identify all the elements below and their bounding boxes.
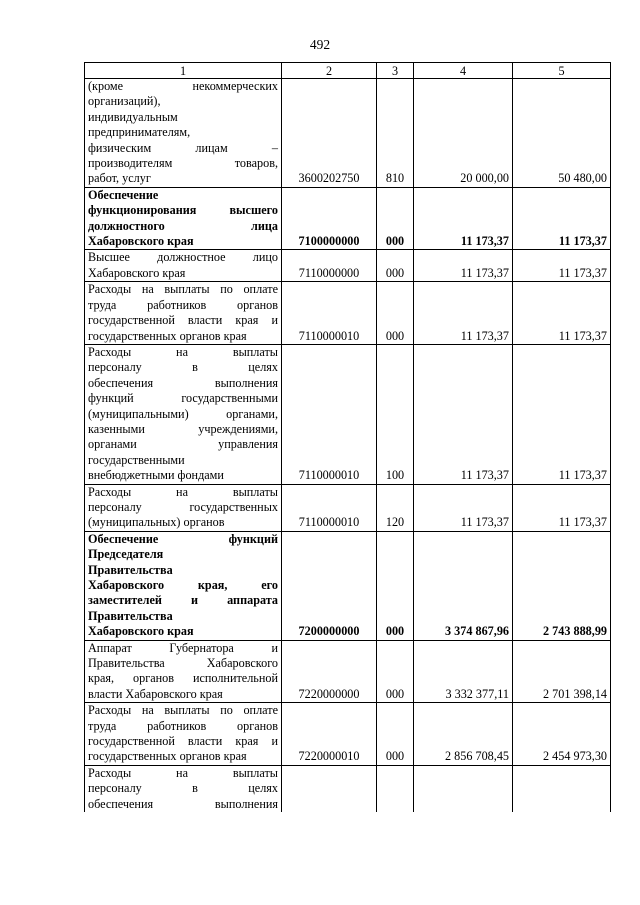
- expense-type-cell: 000: [377, 250, 414, 282]
- amount-year1-cell: 2 856 708,45: [414, 703, 513, 766]
- row-name-cell: [85, 703, 282, 766]
- expense-type-cell: 000: [377, 531, 414, 640]
- row-name-line: производителям товаров,: [88, 156, 278, 171]
- row-name-cell: [85, 531, 282, 640]
- row-name-line: государственной власти края и: [88, 734, 278, 749]
- row-name-line: труда работников органов: [88, 718, 278, 733]
- table-row: [85, 640, 611, 703]
- table-header-row: [85, 63, 611, 79]
- target-code-cell: 7200000000: [282, 531, 377, 640]
- expense-type-cell: [377, 765, 414, 812]
- target-code-cell: [282, 765, 377, 812]
- expense-type-cell: 000: [377, 703, 414, 766]
- table-row: [85, 282, 611, 345]
- row-name-line: Обеспечение функций: [88, 531, 278, 546]
- target-code-cell: 7110000010: [282, 344, 377, 484]
- expense-type-cell: 000: [377, 640, 414, 703]
- table-row: [85, 703, 611, 766]
- row-name-line: Обеспечение: [88, 187, 159, 202]
- row-name-line: края, органов исполнительной: [88, 671, 278, 686]
- row-name-line: Правительства: [88, 562, 173, 577]
- row-name-line: внебюджетными фондами: [88, 468, 224, 483]
- row-name-line: обеспечения выполнения: [88, 796, 278, 811]
- row-name-cell: [85, 282, 282, 345]
- column-header: 4: [414, 63, 513, 79]
- amount-year2-cell: 50 480,00: [513, 79, 611, 188]
- row-name-line: Хабаровского края: [88, 624, 194, 639]
- row-name-line: государственной власти края и: [88, 313, 278, 328]
- table-row: [85, 531, 611, 640]
- table-row: [85, 344, 611, 484]
- row-name-line: обеспечения выполнения: [88, 375, 278, 390]
- row-name-line: Хабаровского края: [88, 265, 186, 280]
- row-name-line: Высшее должностное лицо: [88, 250, 278, 265]
- row-name-line: работ, услуг: [88, 171, 151, 186]
- row-name-line: физическим лицам –: [88, 140, 278, 155]
- row-name-line: казенными учреждениями,: [88, 421, 278, 436]
- expense-type-cell: 120: [377, 484, 414, 531]
- amount-year2-cell: [513, 765, 611, 812]
- amount-year2-cell: 11 173,37: [513, 187, 611, 250]
- amount-year1-cell: 3 374 867,96: [414, 531, 513, 640]
- row-name-line: Хабаровского края: [88, 234, 194, 249]
- row-name-line: функционирования высшего: [88, 203, 278, 218]
- row-name-cell: [85, 187, 282, 250]
- column-header: 1: [85, 63, 282, 79]
- table-row: [85, 250, 611, 282]
- row-name-line: Расходы на выплаты: [88, 484, 278, 499]
- row-name-cell: [85, 344, 282, 484]
- column-header: 2: [282, 63, 377, 79]
- row-name-line: предпринимателям,: [88, 125, 191, 140]
- row-name-line: Председателя: [88, 547, 164, 562]
- row-name-line: государственными: [88, 452, 185, 467]
- amount-year2-cell: 11 173,37: [513, 250, 611, 282]
- row-name-line: персоналу государственных: [88, 499, 278, 514]
- row-name-line: органами управления: [88, 437, 278, 452]
- amount-year1-cell: 11 173,37: [414, 484, 513, 531]
- row-name-line: организаций),: [88, 94, 161, 109]
- row-name-line: Аппарат Губернатора и: [88, 640, 278, 655]
- row-name-cell: [85, 79, 282, 188]
- row-name-line: Расходы на выплаты по оплате: [88, 282, 278, 297]
- amount-year1-cell: 11 173,37: [414, 282, 513, 345]
- expense-type-cell: 100: [377, 344, 414, 484]
- row-name-cell: [85, 484, 282, 531]
- column-header: 5: [513, 63, 611, 79]
- target-code-cell: 7220000000: [282, 640, 377, 703]
- row-name-line: Расходы на выплаты по оплате: [88, 703, 278, 718]
- amount-year2-cell: 11 173,37: [513, 282, 611, 345]
- target-code-cell: 7110000010: [282, 484, 377, 531]
- row-name-line: (кроме некоммерческих: [88, 79, 278, 93]
- table-row: [85, 765, 611, 812]
- amount-year2-cell: 2 743 888,99: [513, 531, 611, 640]
- amount-year1-cell: [414, 765, 513, 812]
- row-name-line: Расходы на выплаты: [88, 344, 278, 359]
- target-code-cell: 7100000000: [282, 187, 377, 250]
- amount-year1-cell: 11 173,37: [414, 187, 513, 250]
- row-name-line: персоналу в целях: [88, 360, 278, 375]
- target-code-cell: 3600202750: [282, 79, 377, 188]
- row-name-line: государственных органов края: [88, 749, 247, 764]
- amount-year1-cell: 11 173,37: [414, 250, 513, 282]
- row-name-line: Хабаровского края, его: [88, 578, 278, 592]
- page-number: 492: [309, 37, 331, 52]
- amount-year1-cell: 11 173,37: [414, 344, 513, 484]
- row-name-line: (муниципальных) органов: [88, 515, 225, 530]
- table-row: [85, 79, 611, 188]
- row-name-line: Правительства Хабаровского: [88, 656, 278, 671]
- row-name-line: должностного лица: [88, 218, 278, 233]
- amount-year2-cell: 2 454 973,30: [513, 703, 611, 766]
- expense-type-cell: 810: [377, 79, 414, 188]
- row-name-line: персоналу в целях: [88, 781, 278, 796]
- row-name-cell: [85, 640, 282, 703]
- table-row: [85, 187, 611, 250]
- row-name-cell: [85, 765, 282, 812]
- amount-year1-cell: 20 000,00: [414, 79, 513, 188]
- row-name-line: заместителей и аппарата: [88, 593, 278, 608]
- target-code-cell: 7110000010: [282, 282, 377, 345]
- expense-type-cell: 000: [377, 187, 414, 250]
- amount-year2-cell: 11 173,37: [513, 344, 611, 484]
- target-code-cell: 7220000010: [282, 703, 377, 766]
- expense-type-cell: 000: [377, 282, 414, 345]
- row-name-line: Правительства: [88, 608, 173, 623]
- row-name-line: Расходы на выплаты: [88, 765, 278, 780]
- amount-year1-cell: 3 332 377,11: [414, 640, 513, 703]
- column-header: 3: [377, 63, 414, 79]
- row-name-line: функций государственными: [88, 391, 278, 406]
- row-name-line: власти Хабаровского края: [88, 686, 223, 701]
- row-name-line: (муниципальными) органами,: [88, 406, 278, 421]
- row-name-cell: [85, 250, 282, 282]
- budget-table: [84, 62, 611, 812]
- amount-year2-cell: 11 173,37: [513, 484, 611, 531]
- target-code-cell: 7110000000: [282, 250, 377, 282]
- row-name-line: индивидуальным: [88, 109, 178, 124]
- row-name-line: труда работников органов: [88, 297, 278, 312]
- table-row: [85, 484, 611, 531]
- row-name-line: государственных органов края: [88, 328, 247, 343]
- amount-year2-cell: 2 701 398,14: [513, 640, 611, 703]
